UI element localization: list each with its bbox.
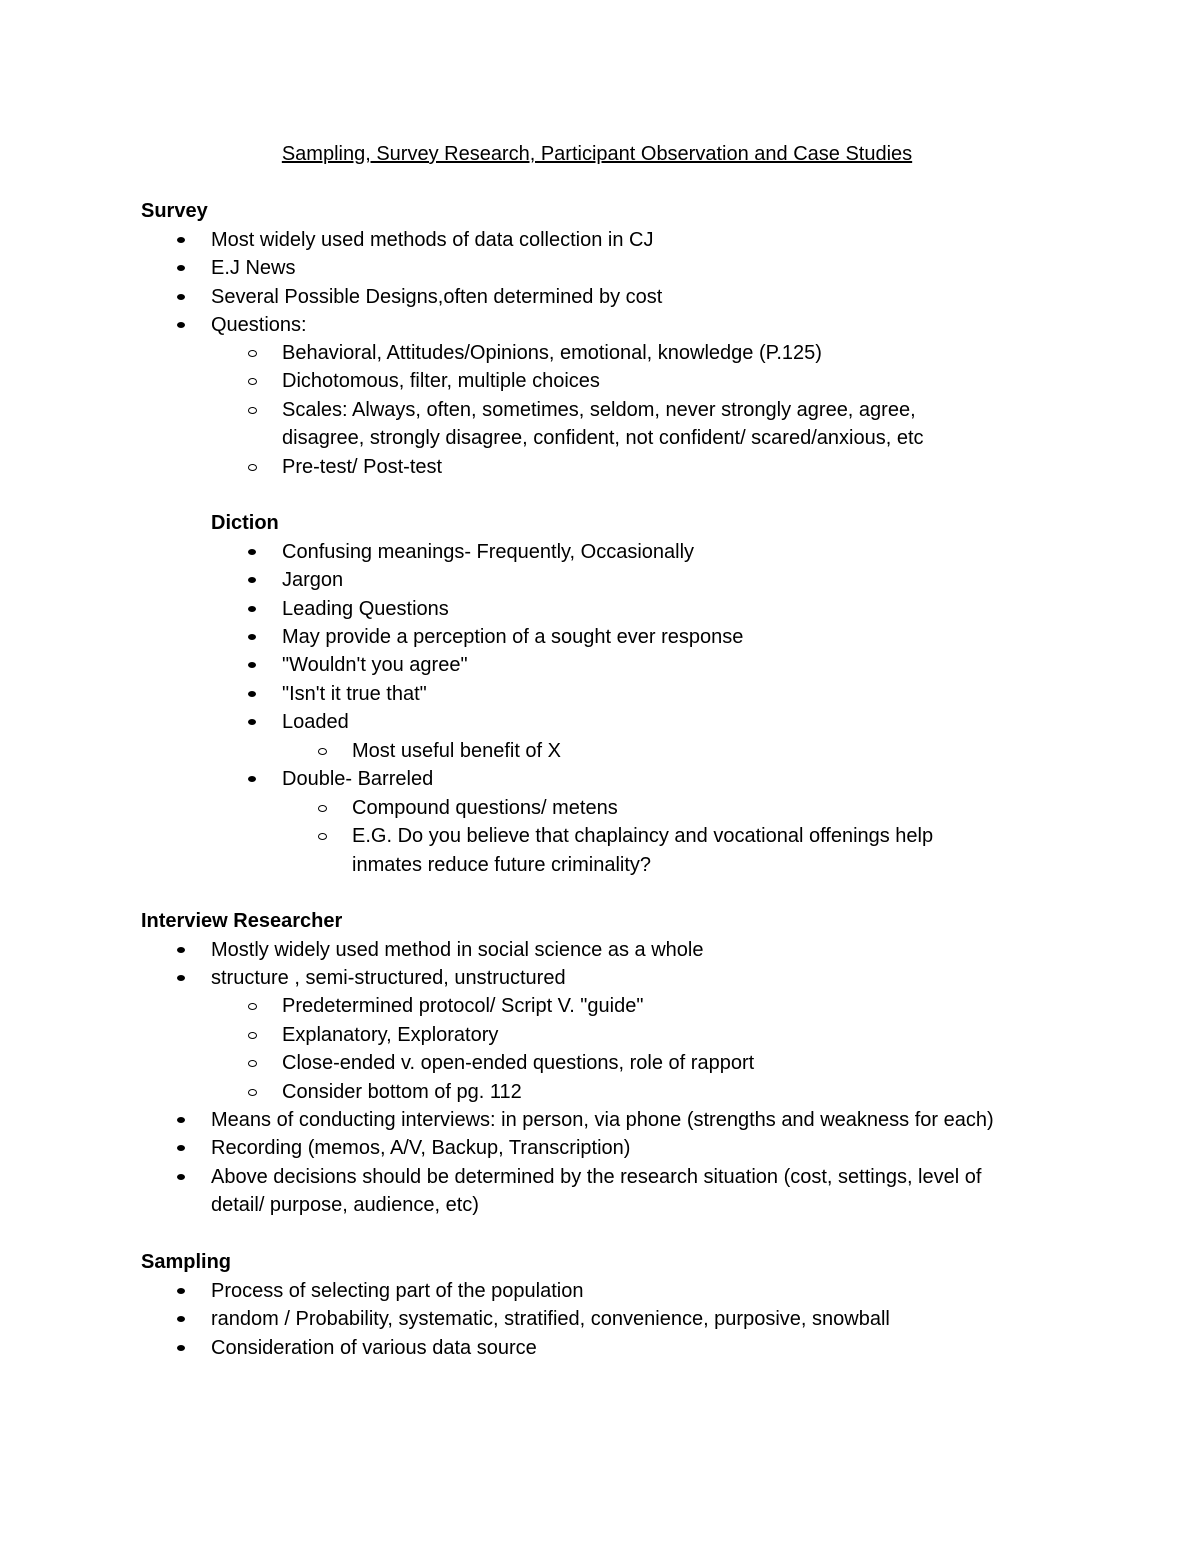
sub-list-item: Close-ended v. open-ended questions, role of rapport: [282, 1052, 755, 1074]
list-item: Questions:: [211, 314, 307, 336]
page-title: Sampling, Survey Research, Participant Observation and Case Studies: [281, 143, 913, 165]
bullet-icon: [177, 1316, 185, 1322]
list-item: Leading Questions: [282, 598, 449, 620]
sub-list-item: Consider bottom of pg. 112: [282, 1081, 522, 1103]
section-heading-diction: Diction: [211, 512, 279, 534]
section-heading-sampling: Sampling: [141, 1251, 232, 1273]
list-item: Process of selecting part of the population: [211, 1280, 584, 1302]
sub-list-item: Pre-test/ Post-test: [282, 456, 443, 478]
bullet-icon: [177, 1288, 185, 1294]
list-item: Several Possible Designs,often determined by cost: [211, 286, 663, 308]
bullet-icon: [177, 322, 185, 328]
list-item: Confusing meanings- Frequently, Occasionally: [282, 541, 695, 563]
hollow-bullet-icon: [248, 1003, 257, 1010]
section-heading-interview: Interview Researcher: [141, 910, 343, 932]
hollow-bullet-icon: [248, 1060, 257, 1067]
sub-list-item: Behavioral, Attitudes/Opinions, emotional, knowledge (P.125): [282, 342, 822, 364]
list-item: Double- Barreled: [282, 768, 434, 790]
hollow-bullet-icon: [248, 1089, 257, 1096]
list-item: Consideration of various data source: [211, 1337, 537, 1359]
bullet-icon: [248, 634, 256, 640]
hollow-bullet-icon: [318, 833, 327, 840]
bullet-icon: [248, 577, 256, 583]
list-item: E.J News: [211, 257, 296, 279]
sub-list-item-continuation: inmates reduce future criminality?: [352, 854, 652, 876]
list-item: Loaded: [282, 711, 349, 733]
bullet-icon: [177, 1117, 185, 1123]
hollow-bullet-icon: [248, 1032, 257, 1039]
bullet-icon: [177, 1345, 185, 1351]
bullet-icon: [248, 662, 256, 668]
hollow-bullet-icon: [248, 378, 257, 385]
bullet-icon: [177, 947, 185, 953]
section-heading-survey: Survey: [141, 200, 208, 222]
sub-list-item: Explanatory, Exploratory: [282, 1024, 499, 1046]
list-item: Recording (memos, A/V, Backup, Transcription): [211, 1137, 631, 1159]
list-item: Most widely used methods of data collection in CJ: [211, 229, 654, 251]
sub-list-item-continuation: disagree, strongly disagree, confident, not confident/ scared/anxious, etc: [282, 427, 924, 449]
bullet-icon: [248, 691, 256, 697]
list-item: Jargon: [282, 569, 344, 591]
list-item: "Wouldn't you agree": [282, 654, 468, 676]
bullet-icon: [248, 776, 256, 782]
sub-list-item: Compound questions/ metens: [352, 797, 618, 819]
sub-list-item: Scales: Always, often, sometimes, seldom, never strongly agree, agree,: [282, 399, 916, 421]
list-item: Means of conducting interviews: in person, via phone (strengths and weakness for each): [211, 1109, 994, 1131]
bullet-icon: [248, 719, 256, 725]
list-item: "Isn't it true that": [282, 683, 427, 705]
list-item: May provide a perception of a sought ever response: [282, 626, 744, 648]
sub-list-item: E.G. Do you believe that chaplaincy and vocational offenings help: [352, 825, 934, 847]
list-item: Above decisions should be determined by the research situation (cost, settings, level of: [211, 1166, 982, 1188]
bullet-icon: [177, 975, 185, 981]
sub-list-item: Predetermined protocol/ Script V. "guide": [282, 995, 644, 1017]
bullet-icon: [177, 1145, 185, 1151]
list-item: structure , semi-structured, unstructured: [211, 967, 566, 989]
bullet-icon: [248, 606, 256, 612]
list-item-continuation: detail/ purpose, audience, etc): [211, 1194, 479, 1216]
bullet-icon: [248, 549, 256, 555]
sub-list-item: Dichotomous, filter, multiple choices: [282, 370, 600, 392]
hollow-bullet-icon: [248, 407, 257, 414]
sub-list-item: Most useful benefit of X: [352, 740, 562, 762]
bullet-icon: [177, 1174, 185, 1180]
hollow-bullet-icon: [248, 464, 257, 471]
hollow-bullet-icon: [318, 805, 327, 812]
list-item: Mostly widely used method in social science as a whole: [211, 939, 704, 961]
list-item: random / Probability, systematic, stratified, convenience, purposive, snowball: [211, 1308, 890, 1330]
hollow-bullet-icon: [248, 350, 257, 357]
bullet-icon: [177, 265, 185, 271]
bullet-icon: [177, 237, 185, 243]
bullet-icon: [177, 294, 185, 300]
hollow-bullet-icon: [318, 748, 327, 755]
